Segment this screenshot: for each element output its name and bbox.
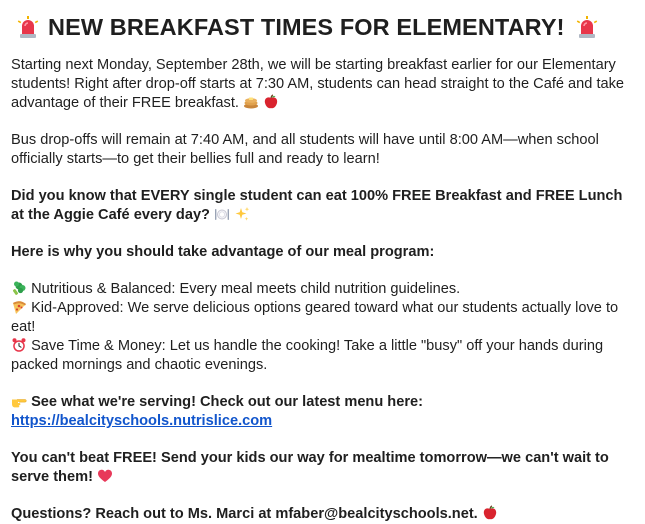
pizza-icon: [11, 299, 27, 315]
list-item: [11, 299, 636, 337]
heart-icon: [97, 468, 113, 484]
plate-utensils-icon: [214, 206, 230, 222]
page-title: [11, 0, 636, 44]
benefits-list: [11, 280, 636, 375]
intro-text: Starting next Monday, September 28th, we will be starting breakfast earlier for our Elementary students! Right after drop-off starts at 7:30 AM, students can head straight to the Café and take advantage of their FREE breakfast.: [11, 57, 625, 111]
list-item-text: Nutritious & Balanced: Every meal meets child nutrition guidelines.: [31, 281, 461, 297]
list-item: [11, 280, 636, 299]
alarm-clock-icon: [11, 337, 27, 353]
menu-paragraph: [11, 393, 636, 431]
closing-paragraph: [11, 449, 636, 487]
program-heading: Here is why you should take advantage of our meal program:: [11, 244, 435, 260]
apple-icon: [482, 505, 498, 521]
intro-paragraph: [11, 56, 636, 113]
police-light-siren-icon: [575, 15, 599, 39]
pancakes-icon: [243, 94, 259, 110]
closing-text: You can't beat FREE! Send your kids our way for mealtime tomorrow—we can't wait to serve them!: [11, 450, 609, 485]
sparkles-icon: [234, 206, 250, 222]
free-meals-text: Did you know that EVERY single student can eat 100% FREE Breakfast and FREE Lunch at the Aggie Café every day?: [11, 188, 623, 223]
menu-text: See what we're serving! Check out our latest menu here:: [31, 394, 423, 410]
page-title-text: NEW BREAKFAST TIMES FOR ELEMENTARY!: [48, 13, 565, 40]
list-item-text: Save Time & Money: Let us handle the cooking! Take a little "busy" off your hands during packed mornings and chaotic evenings.: [11, 338, 604, 373]
free-meals-paragraph: [11, 187, 636, 225]
broccoli-icon: [11, 280, 27, 296]
police-light-siren-icon: [16, 15, 40, 39]
menu-link[interactable]: https://bealcityschools.nutrislice.com: [11, 413, 273, 429]
list-item: [11, 337, 636, 375]
questions-paragraph: [11, 505, 636, 524]
pointing-hand-icon: [11, 393, 27, 409]
questions-text: Questions? Reach out to Ms. Marci at mfaber@bealcityschools.net.: [11, 506, 478, 522]
list-item-text: Kid-Approved: We serve delicious options geared toward what our students actually love to eat!: [11, 300, 619, 335]
bus-paragraph: Bus drop-offs will remain at 7:40 AM, and all students will have until 8:00 AM—when school officially starts—to get their bellies full and ready to learn!: [11, 132, 599, 167]
apple-icon: [263, 94, 279, 110]
